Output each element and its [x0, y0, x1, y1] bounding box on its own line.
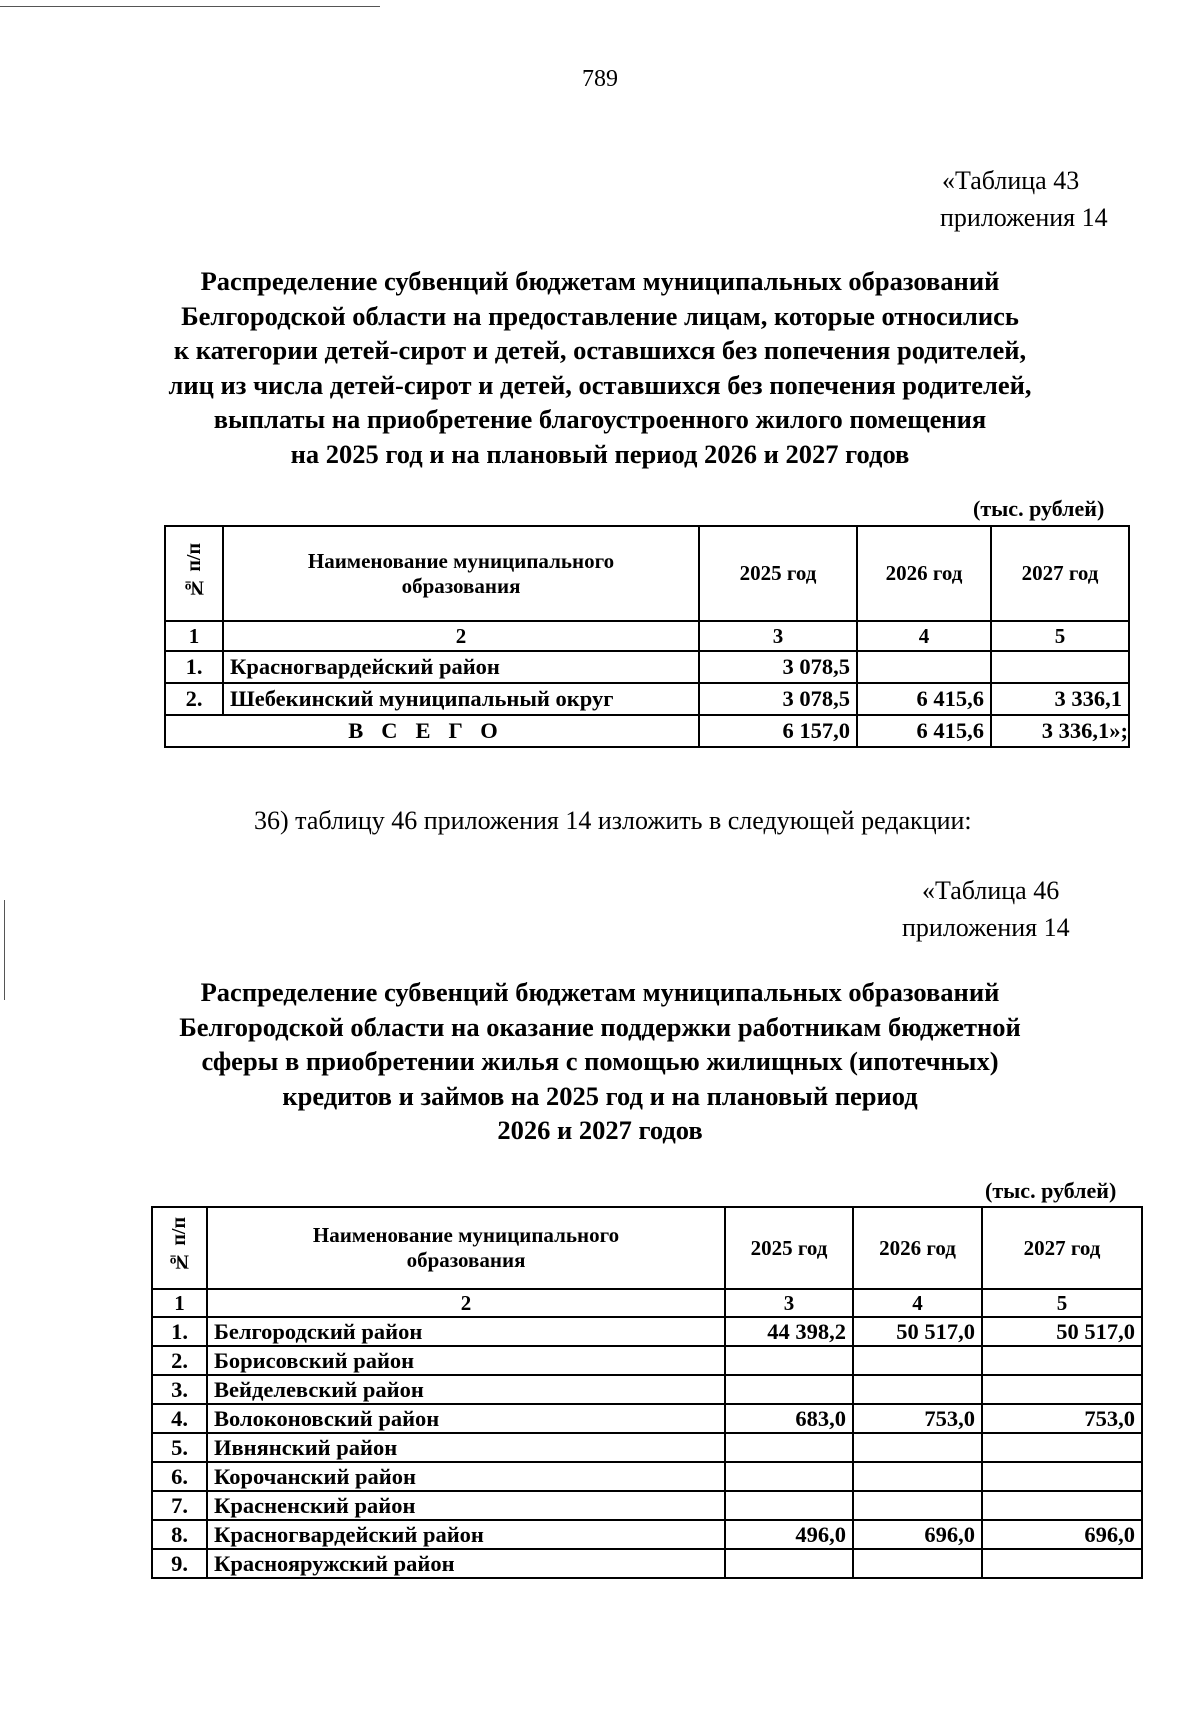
row-2027 — [982, 1346, 1142, 1375]
table46-title-line: Распределение субвенций бюджетам муниципальных образований — [200, 977, 1000, 1007]
row-2027 — [982, 1433, 1142, 1462]
row-2027: 3 336,1 — [991, 683, 1129, 715]
table-row — [152, 1433, 1142, 1462]
table46-caption — [902, 872, 1070, 946]
table-row — [152, 1317, 1142, 1346]
table46 — [151, 1206, 1143, 1579]
row-num: 2. — [152, 1346, 207, 1375]
row-2027 — [982, 1549, 1142, 1578]
row-name: Красногвардейский район — [207, 1520, 725, 1549]
table46-caption-line1: «Таблица 46 — [922, 876, 1060, 905]
index-cell: 3 — [699, 621, 857, 651]
row-num: 3. — [152, 1375, 207, 1404]
total-label: ВСЕГО — [165, 715, 699, 747]
index-cell: 3 — [725, 1289, 853, 1317]
header-2025: 2025 год — [699, 526, 857, 621]
table43-units: (тыс. рублей) — [973, 496, 1105, 521]
table46-header-row — [152, 1207, 1142, 1289]
row-num: 9. — [152, 1549, 207, 1578]
row-num: 1. — [165, 651, 223, 683]
scan-edge-line-top — [0, 6, 380, 7]
row-name: Борисовский район — [207, 1346, 725, 1375]
table-row — [152, 1346, 1142, 1375]
table43-title — [0, 264, 1200, 471]
header-2025: 2025 год — [725, 1207, 853, 1289]
index-cell: 1 — [152, 1289, 207, 1317]
row-2025 — [725, 1491, 853, 1520]
row-2027 — [991, 651, 1129, 683]
table46-index-row — [152, 1289, 1142, 1317]
table43-caption-line2: приложения 14 — [940, 203, 1108, 232]
row-name: Красногвардейский район — [223, 651, 699, 683]
table46-title-line: сферы в приобретении жилья с помощью жилищных (ипотечных) — [201, 1046, 999, 1076]
row-2027 — [982, 1375, 1142, 1404]
table43-caption — [940, 162, 1108, 236]
index-cell: 4 — [857, 621, 991, 651]
row-2026 — [853, 1462, 982, 1491]
table-row — [152, 1375, 1142, 1404]
table-row — [152, 1549, 1142, 1578]
table43-index-row — [165, 621, 1129, 651]
row-2026: 696,0 — [853, 1520, 982, 1549]
row-2025 — [725, 1462, 853, 1491]
row-num: 7. — [152, 1491, 207, 1520]
row-2025: 683,0 — [725, 1404, 853, 1433]
index-cell: 1 — [165, 621, 223, 651]
page-number: 789 — [582, 66, 618, 92]
row-name: Краснояружский район — [207, 1549, 725, 1578]
row-2025 — [725, 1549, 853, 1578]
table46-title-line: Белгородской области на оказание поддержки работникам бюджетной — [179, 1011, 1021, 1042]
row-2026 — [853, 1549, 982, 1578]
index-cell: 5 — [982, 1289, 1142, 1317]
index-cell: 2 — [223, 621, 699, 651]
index-cell: 5 — [991, 621, 1129, 651]
row-2027 — [982, 1462, 1142, 1491]
row-2026: 50 517,0 — [853, 1317, 982, 1346]
row-2027: 50 517,0 — [982, 1317, 1142, 1346]
row-2026 — [853, 1491, 982, 1520]
table-row — [152, 1404, 1142, 1433]
row-name: Красненский район — [207, 1491, 725, 1520]
row-2026: 6 415,6 — [857, 683, 991, 715]
table43-caption-line1: «Таблица 43 — [942, 166, 1080, 195]
table-row — [152, 1462, 1142, 1491]
row-2025 — [725, 1346, 853, 1375]
row-2025: 3 078,5 — [699, 683, 857, 715]
header-2027: 2027 год — [991, 526, 1129, 621]
table-row — [152, 1520, 1142, 1549]
table43-total-row — [165, 715, 1129, 747]
table43-title-line: к категории детей-сирот и детей, оставшихся без попечения родителей, — [173, 335, 1027, 365]
table46-caption-line2: приложения 14 — [902, 913, 1070, 942]
header-2027: 2027 год — [982, 1207, 1142, 1289]
row-num: 2. — [165, 683, 223, 715]
table46-title — [0, 975, 1200, 1148]
header-2026: 2026 год — [853, 1207, 982, 1289]
row-num: 1. — [152, 1317, 207, 1346]
row-2026 — [853, 1433, 982, 1462]
row-2027: 753,0 — [982, 1404, 1142, 1433]
row-2026: 753,0 — [853, 1404, 982, 1433]
row-2025 — [725, 1433, 853, 1462]
header-2026: 2026 год — [857, 526, 991, 621]
index-cell: 4 — [853, 1289, 982, 1317]
row-2025 — [725, 1375, 853, 1404]
row-num: 5. — [152, 1433, 207, 1462]
row-2025: 496,0 — [725, 1520, 853, 1549]
table-row — [165, 651, 1129, 683]
table46-body — [152, 1317, 1142, 1578]
row-2026 — [853, 1346, 982, 1375]
header-name: Наименование муниципального образования — [223, 526, 699, 621]
row-name: Ивнянский район — [207, 1433, 725, 1462]
header-num: № п/п — [165, 526, 223, 621]
row-2027: 696,0 — [982, 1520, 1142, 1549]
table43-header-row — [165, 526, 1129, 621]
row-num: 6. — [152, 1462, 207, 1491]
header-num: № п/п — [152, 1207, 207, 1289]
table43-title-line: Распределение субвенций бюджетам муниципальных образований — [200, 266, 1000, 296]
table43-title-line: выплаты на приобретение благоустроенного жилого помещения — [213, 404, 987, 434]
table43-title-line: Белгородской области на предоставление лицам, которые относились — [181, 300, 1019, 331]
table46-units: (тыс. рублей) — [985, 1178, 1117, 1203]
table-row — [165, 683, 1129, 715]
row-2025: 44 398,2 — [725, 1317, 853, 1346]
row-name: Корочанский район — [207, 1462, 725, 1491]
row-num: 4. — [152, 1404, 207, 1433]
table43-title-line: лиц из числа детей-сирот и детей, оставшихся без попечения родителей, — [168, 369, 1032, 400]
amendment-paragraph: 36) таблицу 46 приложения 14 изложить в следующей редакции: — [254, 806, 972, 835]
index-cell: 2 — [207, 1289, 725, 1317]
row-2025: 3 078,5 — [699, 651, 857, 683]
row-2027 — [982, 1491, 1142, 1520]
total-2026: 6 415,6 — [857, 715, 991, 747]
table43 — [164, 525, 1130, 748]
row-2026 — [853, 1375, 982, 1404]
total-2027: 3 336,1»; — [991, 715, 1129, 747]
row-2026 — [857, 651, 991, 683]
row-name: Вейделевский район — [207, 1375, 725, 1404]
row-name: Волоконовский район — [207, 1404, 725, 1433]
row-name: Шебекинский муниципальный округ — [223, 683, 699, 715]
table43-title-line: на 2025 год и на плановый период 2026 и 2027 годов — [290, 438, 910, 469]
row-num: 8. — [152, 1520, 207, 1549]
header-name: Наименование муниципального образования — [207, 1207, 725, 1289]
table46-title-line: кредитов и займов на 2025 год и на плановый период — [282, 1080, 918, 1111]
row-name: Белгородский район — [207, 1317, 725, 1346]
total-2025: 6 157,0 — [699, 715, 857, 747]
table-row — [152, 1491, 1142, 1520]
table46-title-line: 2026 и 2027 годов — [497, 1115, 703, 1145]
